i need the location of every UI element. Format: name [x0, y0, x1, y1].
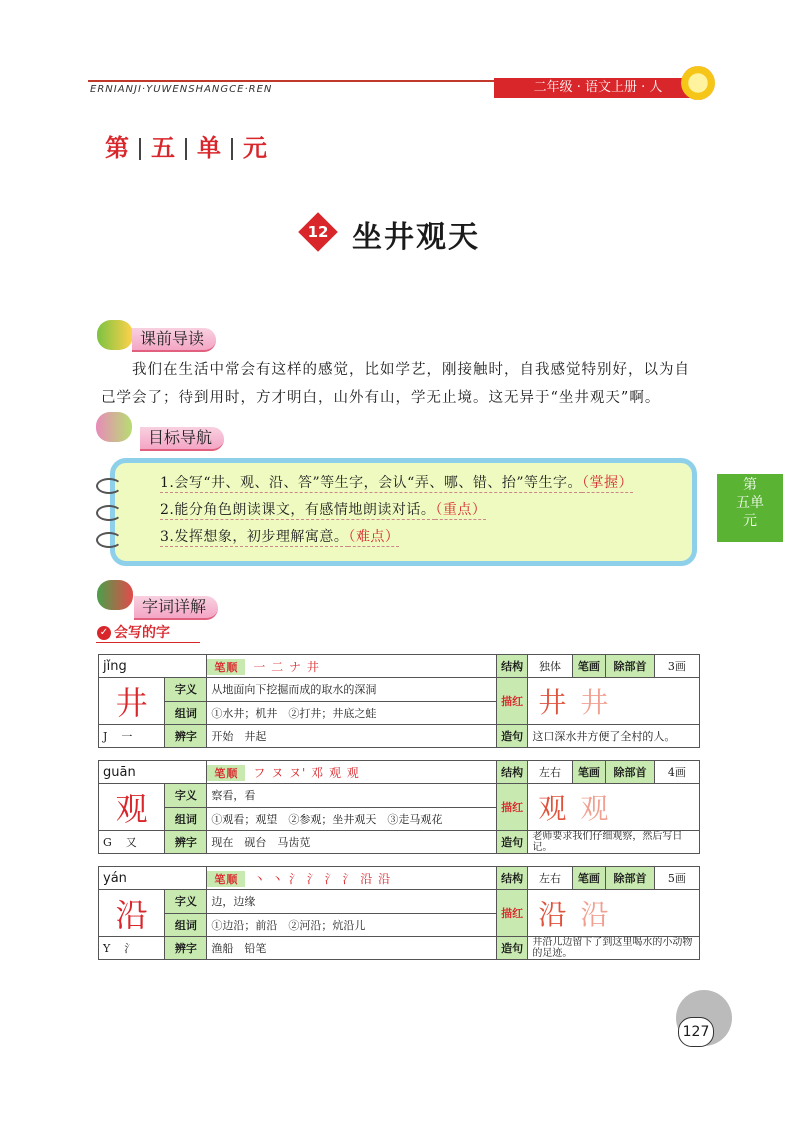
character: 观	[99, 784, 165, 831]
pencil-mascot-icon	[97, 580, 133, 610]
character: 井	[99, 678, 165, 725]
header-pinyin: ERNIANJI·YUWENSHANGCE·REN	[90, 84, 273, 95]
sentence: 井沿儿边留下了到这里喝水的小动物的足迹。	[528, 937, 700, 960]
publisher-logo-icon	[681, 66, 715, 100]
sentence: 这口深水井方便了全村的人。	[528, 725, 700, 748]
unit-title-char: 五	[151, 134, 175, 162]
character: 沿	[99, 890, 165, 937]
section-heading-goals: 目标导航	[140, 427, 224, 451]
letter-radical: Y 氵	[99, 937, 165, 960]
meaning: 边，边缘	[207, 890, 496, 914]
words: ①边沿；前沿 ②河沿；炕沿儿	[207, 913, 496, 937]
category-rule	[96, 642, 200, 643]
vocab-category: 会写的字	[114, 625, 170, 641]
meaning: 察看，看	[207, 784, 496, 808]
meaning: 从地面向下挖掘而成的取水的深洞	[207, 678, 496, 702]
radical-strokes: 3画	[654, 655, 699, 678]
check-icon: ✓	[97, 626, 111, 640]
page-number: 127	[678, 1017, 714, 1047]
spiral-icon	[96, 532, 122, 548]
trace-area: 沿沿	[528, 890, 700, 937]
structure: 独体	[528, 655, 572, 678]
spiral-icon	[96, 478, 122, 494]
pinyin: guān	[99, 761, 207, 784]
goal-item: 1.会写“井、观、沿、答”等生字，会认“弄、哪、错、抬”等生字。（掌握）	[160, 475, 633, 491]
trace-area: 观观	[528, 784, 700, 831]
snail-icon	[96, 412, 132, 442]
words: ①水井；机井 ②打井；井底之蛙	[207, 701, 496, 725]
distinguish: 渔船 铅笔	[207, 937, 496, 960]
distinguish: 现在 砚台 马齿苋	[207, 831, 496, 854]
pinyin: jǐng	[99, 655, 207, 678]
lesson-title: 坐井观天	[352, 220, 480, 255]
char-table-jing: jǐng 笔顺 一 二 ナ 井 结构 独体 笔画 除部首 3画 井 字义 从地面向下挖掘而成的取水的深洞 描红 井井 组词 ①水井；机井 ②打井；井底之蛙 J 一 辨字 开始 井起 造句 这口深水井方便了全村的人。	[98, 654, 700, 748]
radical-strokes: 4画	[654, 761, 699, 784]
structure: 左右	[528, 761, 572, 784]
char-table-yan: yán 笔顺 丶 丶 氵 氵 氵 氵 沿 沿 结构 左右 笔画 除部首 5画 沿 字义 边，边缘 描红 沿沿 组词 ①边沿；前沿 ②河沿；炕沿儿 Y 氵 辨字 渔船 铅笔 造句 井沿儿边留下了到这里喝水的小动物的足迹。	[98, 866, 700, 960]
sentence: 老师要求我们仔细观察，然后写日记。	[528, 831, 700, 854]
letter-radical: G 又	[99, 831, 165, 854]
unit-title-char: 第	[105, 134, 129, 162]
unit-title-char: 元	[243, 134, 267, 162]
letter-radical: J 一	[99, 725, 165, 748]
goal-item: 2.能分角色朗读课文，有感情地朗读对话。（重点）	[160, 502, 487, 518]
lesson-number: 12	[307, 223, 329, 241]
unit-side-tab: 第 五单 元	[717, 474, 783, 542]
goal-item: 3.发挥想象，初步理解寓意。（难点）	[160, 529, 400, 545]
section-heading-preview: 课前导读	[132, 328, 216, 352]
trace-area: 井井	[528, 678, 700, 725]
unit-title	[95, 128, 277, 163]
spiral-icon	[96, 505, 122, 521]
radical-strokes: 5画	[654, 867, 699, 890]
caterpillar-icon	[97, 320, 133, 350]
stroke-order: 笔顺 丶 丶 氵 氵 氵 氵 沿 沿	[207, 867, 496, 890]
pinyin: yán	[99, 867, 207, 890]
stroke-order: 笔顺 フ ヌ ヌ' 邓 观 观	[207, 761, 496, 784]
header-book-title: 二年级 · 语文上册 · 人	[494, 78, 702, 98]
intro-paragraph: 我们在生活中常会有这样的感觉，比如学艺，刚接触时，自我感觉特别好，以为自己学会了；待到用时，方才明白，山外有山，学无止境。这无异于“坐井观天”啊。	[101, 362, 690, 406]
unit-title-char: 单	[197, 134, 221, 162]
words: ①观看；观望 ②参观；坐井观天 ③走马观花	[207, 807, 496, 831]
structure: 左右	[528, 867, 572, 890]
stroke-order: 笔顺 一 二 ナ 井	[207, 655, 496, 678]
section-heading-vocab: 字词详解	[134, 596, 218, 620]
char-table-guan: guān 笔顺 フ ヌ ヌ' 邓 观 观 结构 左右 笔画 除部首 4画 观 字义 察看，看 描红 观观 组词 ①观看；观望 ②参观；坐井观天 ③走马观花 G 又 辨字 现在 砚台 马齿苋 造句 老师要求我们仔细观察，然后写日记。	[98, 760, 700, 854]
distinguish: 开始 井起	[207, 725, 496, 748]
